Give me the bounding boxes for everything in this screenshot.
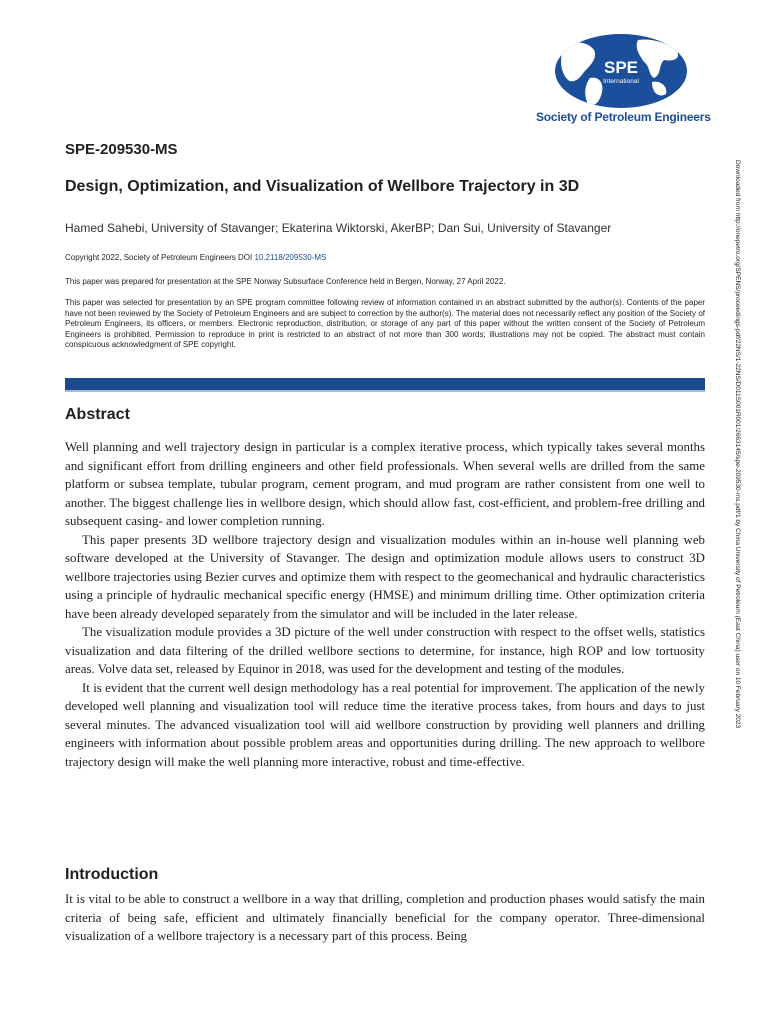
doi-link[interactable]: 10.2118/209530-MS — [254, 253, 327, 262]
globe-icon — [554, 32, 688, 110]
logo-badge-sub: International — [603, 78, 639, 85]
paper-title: Design, Optimization, and Visualization of Wellbore Trajectory in 3D — [65, 178, 580, 195]
download-note: Downloaded from http://onepetro.org/SPENS/proceedings-pdf/22NS/1-22NS/D011S001R001/2663145/spe-209530-ms.pdf/1 by China University of Petroleum (East China) user on 10 February 2023 — [734, 160, 741, 729]
introduction-paragraph: It is vital to be able to construct a wellbore in a way that drilling, completion and production phases would satisfy the main criteria of being safe, efficient and ultimately financially beneficial for the company operator. Three-dimensional visualization of a wellbore trajectory is a necessary part of this process. Being — [65, 892, 705, 943]
abstract-body — [65, 438, 705, 771]
header-divider — [65, 378, 705, 390]
abstract-paragraph: This paper presents 3D wellbore trajectory design and visualization modules within an in-house well planning web software developed at the University of Stavanger. The design and optimization module allows users to construct 3D wellbore trajectories using Bezier curves and optimize them with respect to the geomechanical and hydraulic characteristics using a principle of hydraulic mechanical specific energy (HMSE) and minimum drilling time. Other optimization criteria have been already developed separately from the simulator and will be included in the later release. — [65, 532, 705, 621]
copyright-line — [65, 253, 705, 264]
paper-id: SPE-209530-MS — [65, 141, 178, 158]
selection-note: This paper was selected for presentation by an SPE program committee following review of information contained in an abstract submitted by the author(s). Contents of the paper have not been reviewed by the Society of Petroleum Engineers and are subject to correction by the author(s). The material does not necessarily reflect any position of the Society of Petroleum Engineers, its officers, or members. Electronic reproduction, distribution, or storage of any part of this paper without the written consent of the Society of Petroleum Engineers is prohibited. Permission to reproduce in print is restricted to an abstract of not more than 300 words; illustrations may not be copied. The abstract must contain conspicuous acknowledgment of SPE copyright. — [65, 298, 705, 350]
spe-logo — [536, 30, 711, 126]
abstract-heading: Abstract — [65, 406, 130, 423]
introduction-body — [65, 890, 705, 946]
introduction-heading: Introduction — [65, 866, 159, 883]
abstract-paragraph: Well planning and well trajectory design in particular is a complex iterative process, which typically takes several months and significant effort from drilling engineers and other field professionals. When several wells are drilled from the same platform or subsea template, tubular program, cement program, and mud program are rather consistent from one well to another. The biggest challenge lies in wellbore design, which should allow fast, cost-efficient, and problem-free drilling and subsequent casing- and lower completion running. — [65, 440, 705, 528]
prepared-note: This paper was prepared for presentation at the SPE Norway Subsurface Conference held in Bergen, Norway, 27 April 2022. — [65, 277, 506, 286]
organization-name: Society of Petroleum Engineers — [536, 110, 711, 124]
abstract-paragraph: It is evident that the current well design methodology has a real potential for improvement. The application of the newly developed well planning and visualization tool will reduce time the iterative process takes, from hours and days to just several minutes. The advanced visualization tool will aid wellbore construction by providing well planners and drilling engineers with information about possible problem areas and opportunities during drilling. The new approach to wellbore trajectory design will make the well planning more interactive, robust and time-effective. — [65, 680, 705, 769]
logo-badge: SPE — [603, 58, 639, 77]
paper-authors: Hamed Sahebi, University of Stavanger; Ekaterina Wiktorski, AkerBP; Dan Sui, University of Stavanger — [65, 221, 612, 235]
copyright-prefix: Copyright 2022, Society of Petroleum Engineers DOI — [65, 253, 255, 262]
download-sidebar — [726, 160, 752, 870]
abstract-paragraph: The visualization module provides a 3D picture of the well under construction with respect to the offset wells, statistics visualization and data filtering of the drilled wellbore sections to determine, for instance, high ROP and low tortuosity areas. Volve data set, released by Equinor in 2018, was used for the development and testing of the modules. — [65, 625, 705, 676]
